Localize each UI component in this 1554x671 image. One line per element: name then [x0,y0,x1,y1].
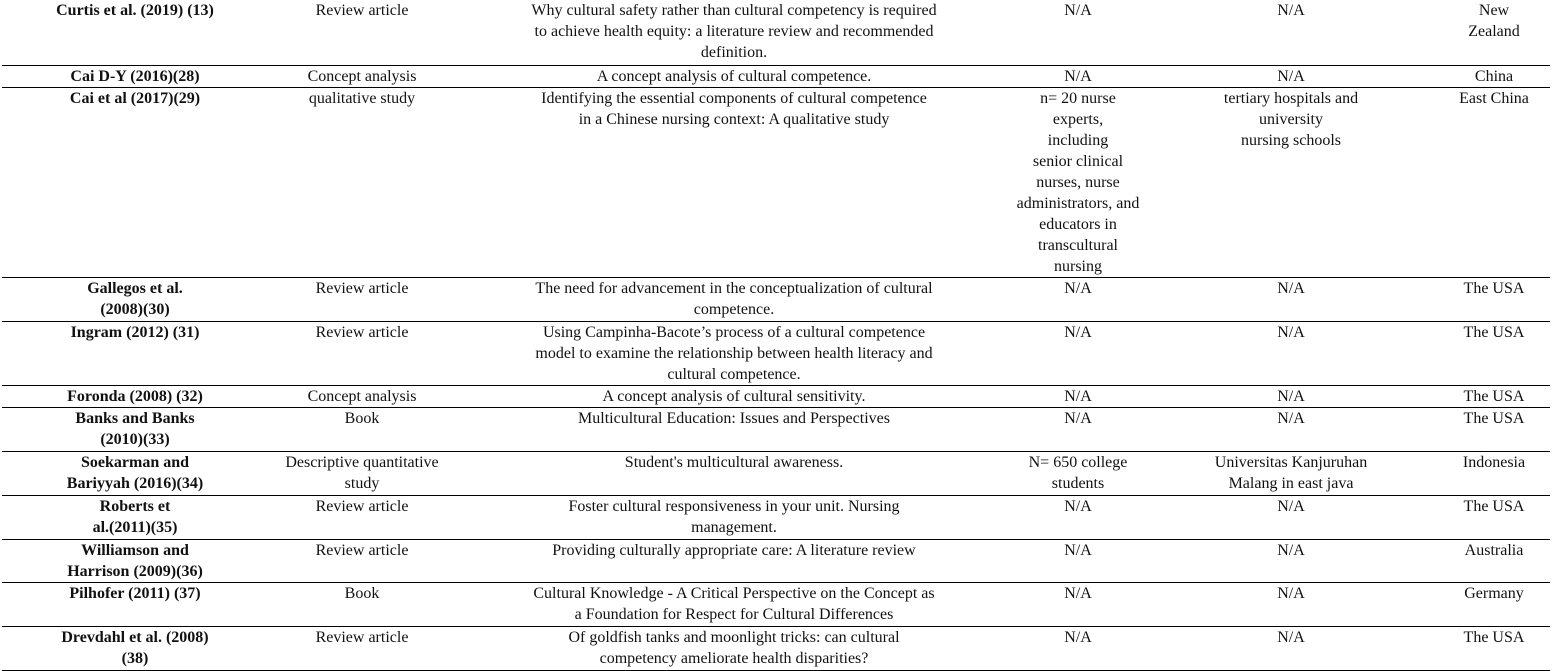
table-row [2,385,1550,407]
country-cell: Indonesia [1438,451,1550,495]
author-cell: Cai et al (2017)(29) [2,87,268,277]
title-cell: Of goldfish tanks and moonlight tricks: can cultural competency ameliorate health disparities? [456,626,1012,670]
design-cell: Review article [268,321,456,385]
setting-cell: N/A [1144,65,1438,87]
sample-cell: N/A [1012,495,1144,539]
title-cell: Using Campinha-Bacote’s process of a cultural competence model to examine the relationship between health literacy and cultural competence. [456,321,1012,385]
table-row [2,407,1550,451]
design-cell: Review article [268,0,456,65]
setting-cell: N/A [1144,321,1438,385]
title-cell: Identifying the essential components of cultural competence in a Chinese nursing context: A qualitative study [456,87,1012,277]
setting-cell: N/A [1144,626,1438,670]
table-row [2,539,1550,582]
country-cell: China [1438,65,1550,87]
title-cell: The need for advancement in the conceptualization of cultural competence. [456,277,1012,321]
country-cell: The USA [1438,495,1550,539]
country-cell: New Zealand [1438,0,1550,65]
setting-cell: N/A [1144,539,1438,582]
design-cell: Review article [268,539,456,582]
country-cell: Australia [1438,539,1550,582]
sample-cell: N/A [1012,385,1144,407]
setting-cell: N/A [1144,407,1438,451]
table-row [2,65,1550,87]
title-cell: A concept analysis of cultural competence. [456,65,1012,87]
title-cell: Foster cultural responsiveness in your unit. Nursing management. [456,495,1012,539]
design-cell: Review article [268,495,456,539]
design-cell: Book [268,407,456,451]
country-cell: The USA [1438,277,1550,321]
sample-cell: N/A [1012,582,1144,626]
table-row [2,87,1550,277]
sample-cell: n= 20 nurse experts, including senior clinical nurses, nurse administrators, and educators in transcultural nursing [1012,87,1144,277]
table-row [2,626,1550,670]
design-cell: Concept analysis [268,385,456,407]
sample-cell: N/A [1012,539,1144,582]
design-cell: Descriptive quantitative study [268,451,456,495]
design-cell: Concept analysis [268,65,456,87]
setting-cell: N/A [1144,0,1438,65]
table-row [2,277,1550,321]
author-cell: Pilhofer (2011) (37) [2,582,268,626]
title-cell: A concept analysis of cultural sensitivity. [456,385,1012,407]
table-row [2,495,1550,539]
country-cell: The USA [1438,321,1550,385]
sample-cell: N/A [1012,65,1144,87]
setting-cell: N/A [1144,495,1438,539]
country-cell: The USA [1438,385,1550,407]
table-row [2,582,1550,626]
setting-cell: Universitas Kanjuruhan Malang in east java [1144,451,1438,495]
title-cell: Cultural Knowledge - A Critical Perspective on the Concept as a Foundation for Respect for Cultural Differences [456,582,1012,626]
sample-cell: N/A [1012,0,1144,65]
setting-cell: N/A [1144,277,1438,321]
country-cell: The USA [1438,407,1550,451]
sample-cell: N/A [1012,321,1144,385]
author-cell: Soekarman and Bariyyah (2016)(34) [2,451,268,495]
sample-cell: N/A [1012,626,1144,670]
author-cell: Foronda (2008) (32) [2,385,268,407]
title-cell: Why cultural safety rather than cultural competency is required to achieve health equity: a literature review and recommended definition. [456,0,1012,65]
table-body [2,0,1550,670]
author-cell: Cai D-Y (2016)(28) [2,65,268,87]
author-cell: Gallegos et al. (2008)(30) [2,277,268,321]
title-cell: Student's multicultural awareness. [456,451,1012,495]
author-cell: Williamson and Harrison (2009)(36) [2,539,268,582]
author-cell: Drevdahl et al. (2008) (38) [2,626,268,670]
sample-cell: N/A [1012,277,1144,321]
setting-cell: N/A [1144,385,1438,407]
table-row [2,451,1550,495]
sample-cell: N= 650 college students [1012,451,1144,495]
setting-cell: tertiary hospitals and university nursing schools [1144,87,1438,277]
title-cell: Providing culturally appropriate care: A literature review [456,539,1012,582]
design-cell: Review article [268,277,456,321]
table-row [2,321,1550,385]
table-row [2,0,1550,65]
design-cell: qualitative study [268,87,456,277]
author-cell: Curtis et al. (2019) (13) [2,0,268,65]
literature-table [2,0,1550,671]
design-cell: Review article [268,626,456,670]
author-cell: Roberts et al.(2011)(35) [2,495,268,539]
author-cell: Ingram (2012) (31) [2,321,268,385]
setting-cell: N/A [1144,582,1438,626]
design-cell: Book [268,582,456,626]
country-cell: East China [1438,87,1550,277]
country-cell: Germany [1438,582,1550,626]
country-cell: The USA [1438,626,1550,670]
author-cell: Banks and Banks (2010)(33) [2,407,268,451]
sample-cell: N/A [1012,407,1144,451]
title-cell: Multicultural Education: Issues and Perspectives [456,407,1012,451]
